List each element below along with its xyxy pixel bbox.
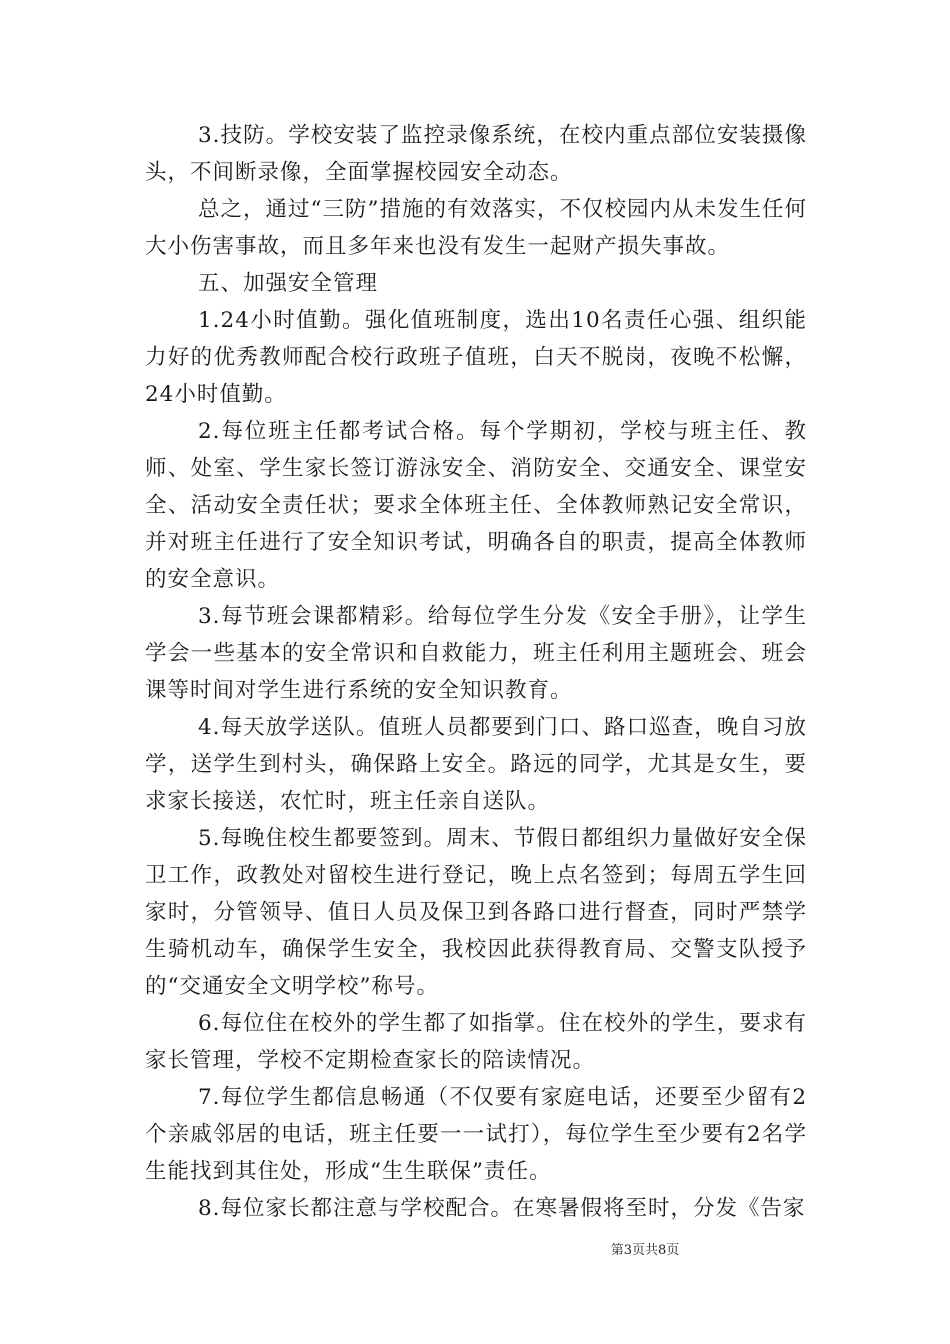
paragraph-item-4: 4.每天放学送队。值班人员都要到门口、路口巡查，晚自习放学，送学生到村头，确保路上安全。路远的同学，尤其是女生，要求家长接送，农忙时，班主任亲自送队。: [145, 715, 807, 814]
paragraph-tech-defense: 3.技防。学校安装了监控录像系统，在校内重点部位安装摄像头，不间断录像，全面掌握校园安全动态。: [145, 123, 807, 185]
document-body: [145, 117, 807, 1227]
page-number: 第3页共8页: [610, 1243, 680, 1258]
paragraph-item-1: 1.24小时值勤。强化值班制度，选出10名责任心强、组织能力好的优秀教师配合校行政班子值班，白天不脱岗，夜晚不松懈，24小时值勤。: [145, 308, 807, 407]
paragraph-item-5: 5.每晚住校生都要签到。周末、节假日都组织力量做好安全保卫工作，政教处对留校生进行登记，晚上点名签到；每周五学生回家时，分管领导、值日人员及保卫到各路口进行督查，同时严禁学生骑机动车，确保学生安全，我校因此获得教育局、交警支队授予的“交通安全文明学校”称号。: [145, 826, 807, 999]
paragraph-item-3: 3.每节班会课都精彩。给每位学生分发《安全手册》，让学生学会一些基本的安全常识和自救能力，班主任利用主题班会、班会课等时间对学生进行系统的安全知识教育。: [145, 604, 807, 703]
paragraph-summary: 总之，通过“三防”措施的有效落实，不仅校园内从未发生任何大小伤害事故，而且多年来也没有发生一起财产损失事故。: [145, 197, 807, 259]
section-heading: 五、加强安全管理: [198, 271, 379, 296]
paragraph-item-6: 6.每位住在校外的学生都了如指掌。住在校外的学生，要求有家长管理，学校不定期检查家长的陪读情况。: [145, 1011, 807, 1073]
page-footer: [0, 1243, 950, 1259]
paragraph-item-8: 8.每位家长都注意与学校配合。在寒暑假将至时，分发《告家: [198, 1196, 806, 1221]
paragraph-item-7: 7.每位学生都信息畅通（不仅要有家庭电话，还要至少留有2个亲戚邻居的电话，班主任要一一试打），每位学生至少要有2名学生能找到其住处，形成“生生联保”责任。: [145, 1085, 807, 1184]
paragraph-item-2: 2.每位班主任都考试合格。每个学期初，学校与班主任、教师、处室、学生家长签订游泳安全、消防安全、交通安全、课堂安全、活动安全责任状；要求全体班主任、全体教师熟记安全常识，并对班主任进行了安全知识考试，明确各自的职责，提高全体教师的安全意识。: [145, 419, 807, 592]
